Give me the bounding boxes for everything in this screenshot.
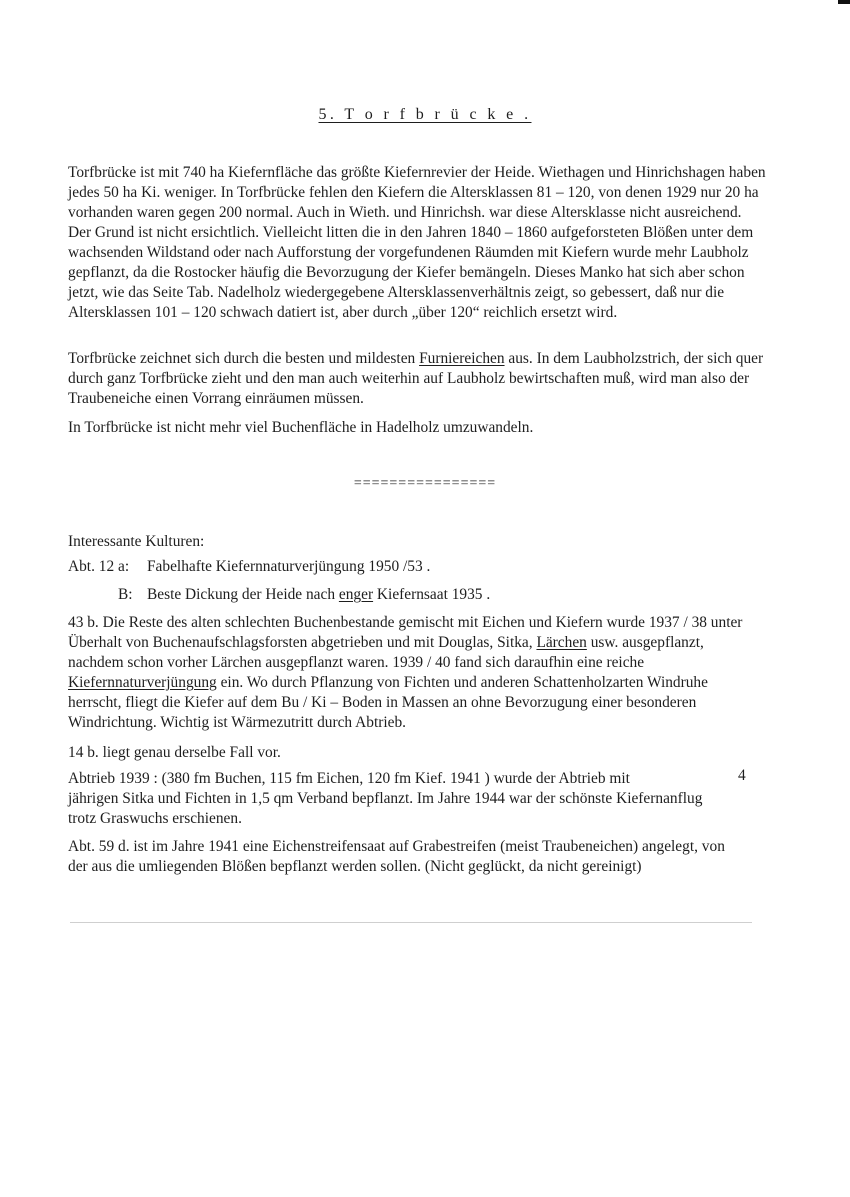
para2-text-after: aus. In dem Laubholzstrich, der sich quer durch ganz Torfbrücke zieht und den man auch weiterhin auf Laubholz bewirtschaften muß, wird man also der Traubeneiche einen Vorrang einräumen müssen. [68, 350, 764, 407]
abt-12b-after: Kiefernsaat 1935 . [373, 586, 491, 603]
bottom-divider [70, 922, 752, 923]
abt-12a-label: Abt. 12 a: [68, 558, 130, 575]
paragraph-14b: 14 b. liegt genau derselbe Fall vor. [68, 744, 281, 761]
abt-12b-text [147, 585, 490, 605]
para43b-part1: 43 b. Die Reste des alten schlechten Buchenbestande gemischt mit Eichen und Kiefern wurde 1937 / 38 unter Überhalt von Buchenaufschlagsforsten abgetrieben und mit Douglas, Sitka, [68, 614, 743, 651]
abtrieb-line1: Abtrieb 1939 : (380 fm Buchen, 115 fm Eichen, 120 fm Kief. 1941 ) wurde der Abtrieb mit [68, 770, 630, 787]
para43b-part3: ein. Wo durch Pflanzung von Fichten und anderen Schattenholzarten Windruhe herrscht, fliegt die Kiefer auf dem Bu / Ki – Boden in Massen an ohne Bevorzugung einer besonderen Windrichtung. Wichtig ist Wärmezutritt durch Abtrieb. [68, 674, 708, 731]
kulturen-heading: Interessante Kulturen: [68, 533, 205, 550]
abt-12b-label: B: [118, 586, 133, 603]
section-heading: 5. T o r f b r ü c k e . [318, 106, 532, 123]
paragraph-43b [68, 613, 758, 733]
corner-scan-mark [838, 0, 850, 4]
underlined-enger: enger [338, 586, 374, 603]
para2-text-before: Torfbrücke zeichnet sich durch die besten und mildesten [68, 350, 420, 367]
paragraph-buchenflaeche: In Torfbrücke ist nicht mehr viel Buchenfläche in Hadelholz umzuwandeln. [68, 419, 534, 436]
separator-line: ================ [353, 476, 497, 491]
margin-number: 4 [738, 767, 746, 784]
underlined-laerchen: Lärchen [536, 634, 587, 651]
para43b-part2: usw. ausgepflanzt, nachdem schon vorher Lärchen ausgepflanzt waren. 1939 / 40 fand sich daraufhin eine reiche [68, 634, 704, 671]
abt-12a-text: Fabelhafte Kiefernnaturverjüngung 1950 /53 . [147, 558, 431, 575]
underlined-kiefernnaturverjuengung: Kiefernnaturverjüngung [68, 674, 217, 691]
paragraph-torfbruecke-intro: Torfbrücke ist mit 740 ha Kiefernfläche das größte Kiefernrevier der Heide. Wiethagen und Hinrichshagen haben jedes 50 ha Ki. weniger. In Torfbrücke fehlen den Kiefern die Altersklassen 81 – 120, von denen 1929 nur 20 ha vorhanden waren gegen 200 normal. Auch in Wieth. und Hinrichsh. war diese Altersklasse nicht ausreichend. Der Grund ist nicht ersichtlich. Vielleicht litten die in den Jahren 1840 – 1860 aufgeforsteten Blößen unter dem wachsenden Wildstand oder nach Aufforstung der vorgefundenen Räumden mit Kiefern wurde mehr Laubholz gepflanzt, da die Rostocker häufig die Bevorzugung der Kiefer bemängeln. Dieses Manko hat sich aber schon jetzt, wie das Seite Tab. Nadelholz wiedergegebene Altersklassenverhältnis zeigt, so gebessert, daß nur die Altersklassen 101 – 120 schwach datiert ist, aber durch „über 120“ reichlich ersetzt wird. [68, 164, 766, 321]
abt-12b-before: Beste Dickung der Heide nach [147, 586, 339, 603]
paragraph-abt-59d: Abt. 59 d. ist im Jahre 1941 eine Eichenstreifensaat auf Grabestreifen (meist Traubeneichen) angelegt, von der aus die umliegenden Blößen bepflanzt werden sollen. (Nicht geglückt, da nicht gereinigt) [68, 838, 725, 875]
abtrieb-rest: jährigen Sitka und Fichten in 1,5 qm Verband bepflanzt. Im Jahre 1944 war der schönste Kiefernanflug trotz Graswuchs erschienen. [68, 790, 703, 827]
paragraph-furniereichen [68, 349, 768, 409]
underlined-furniereichen: Furniereichen [419, 350, 505, 367]
